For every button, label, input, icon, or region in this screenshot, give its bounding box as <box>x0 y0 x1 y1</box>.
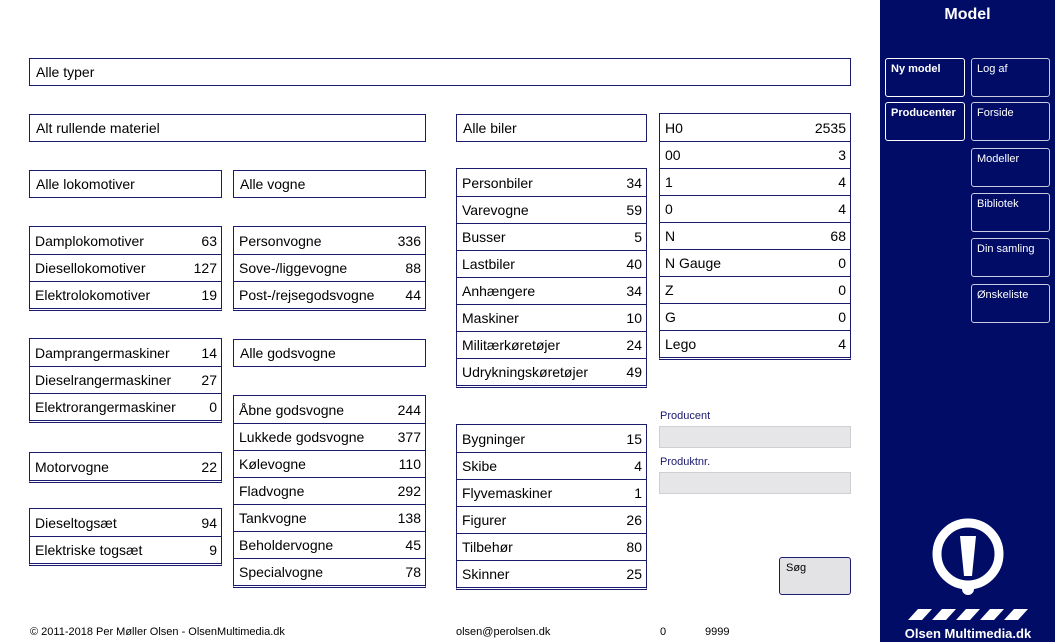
list-item-count: 63 <box>201 232 217 249</box>
product-no-label: Produktnr. <box>660 456 711 468</box>
list-item-label: 0 <box>665 201 673 217</box>
list-item[interactable] <box>234 450 425 477</box>
list-item[interactable] <box>457 277 646 304</box>
all-rolling-stock-label: Alt rullende materiel <box>36 120 160 136</box>
sidebar <box>880 0 1055 642</box>
list-item-count: 19 <box>201 287 217 303</box>
all-locomotives-button[interactable] <box>29 170 222 198</box>
list-item-label: Post-/rejsegodsvogne <box>239 287 375 303</box>
list-item-count: 110 <box>398 456 421 472</box>
all-goods-wagons-label: Alle godsvogne <box>240 345 336 361</box>
list-item[interactable] <box>457 533 646 560</box>
list-item-count: 44 <box>405 287 421 303</box>
list-item-label: Beholdervogne <box>239 537 334 553</box>
list-item-count: 0 <box>209 399 217 415</box>
footer-num-1: 0 <box>660 626 667 638</box>
list-item-label: Militærkøretøjer <box>462 337 560 353</box>
list-item-label: N <box>665 228 676 244</box>
list-item-count: 68 <box>830 228 846 244</box>
list-item-label: 00 <box>665 147 681 163</box>
list-item-count: 244 <box>397 401 421 418</box>
list-item[interactable] <box>660 303 850 330</box>
list-item[interactable] <box>234 281 425 308</box>
list-item-label: Figurer <box>462 512 507 528</box>
list-item-label: Tilbehør <box>462 539 513 555</box>
list-item[interactable] <box>457 331 646 358</box>
list-item[interactable] <box>457 479 646 506</box>
list-item-count: 4 <box>838 336 846 352</box>
list-item[interactable] <box>234 423 425 450</box>
list-item-count: 3 <box>838 147 846 163</box>
logout-button[interactable]: Log af <box>971 58 1050 97</box>
list-item-count: 49 <box>626 364 642 380</box>
list-item[interactable] <box>30 366 221 393</box>
scales-list <box>659 113 851 360</box>
list-item[interactable] <box>457 304 646 331</box>
list-item-label: Varevogne <box>462 202 529 218</box>
list-item[interactable] <box>457 452 646 479</box>
olsen-multimedia-logo-icon <box>902 514 1042 642</box>
list-item[interactable] <box>660 276 850 303</box>
list-item-count: 0 <box>838 282 846 298</box>
locomotives-list <box>29 226 222 311</box>
list-item-label: Motorvogne <box>35 458 109 475</box>
list-item-label: Personvogne <box>239 232 322 249</box>
list-item-label: Lukkede godsvogne <box>239 429 365 445</box>
list-item[interactable] <box>457 196 646 223</box>
list-item-count: 14 <box>201 344 217 361</box>
list-item-count: 138 <box>397 510 421 526</box>
list-item[interactable] <box>234 558 425 585</box>
list-item[interactable] <box>234 227 425 254</box>
list-item-label: Damprangermaskiner <box>35 344 170 361</box>
list-item-label: Fladvogne <box>239 483 305 499</box>
list-item-count: 0 <box>838 309 846 325</box>
list-item-count: 4 <box>838 174 846 190</box>
list-item-count: 336 <box>397 232 421 249</box>
list-item-label: Flyvemaskiner <box>462 485 553 501</box>
list-item[interactable] <box>660 195 850 222</box>
list-item-count: 4 <box>838 201 846 217</box>
list-item[interactable] <box>457 560 646 587</box>
list-item[interactable] <box>457 223 646 250</box>
models-button[interactable]: Modeller <box>971 148 1050 187</box>
list-item-count: 34 <box>626 174 642 191</box>
all-types-button[interactable] <box>29 58 851 86</box>
list-item-count: 5 <box>634 229 642 245</box>
list-item-count: 292 <box>397 483 421 499</box>
list-item-count: 22 <box>201 458 217 475</box>
list-item-count: 2535 <box>814 119 846 136</box>
list-item-label: Busser <box>462 229 506 245</box>
all-wagons-label: Alle vogne <box>240 176 306 192</box>
list-item-count: 127 <box>193 260 217 276</box>
trainsets-list <box>29 508 222 566</box>
list-item-label: Z <box>665 282 674 298</box>
list-item-count: 0 <box>838 255 846 271</box>
vehicles-list <box>456 168 647 388</box>
list-item-label: Lastbiler <box>462 256 515 272</box>
list-item-count: 25 <box>626 566 642 582</box>
list-item[interactable] <box>457 358 646 385</box>
list-item-count: 88 <box>405 260 421 276</box>
list-item-count: 10 <box>626 310 642 326</box>
list-item-label: Lego <box>665 336 697 352</box>
producer-input[interactable] <box>659 426 851 448</box>
producer-label: Producent <box>660 410 711 422</box>
list-item-label: Dieseltogsæt <box>35 514 117 531</box>
search-button[interactable]: Søg <box>779 557 851 595</box>
list-item[interactable] <box>30 536 221 563</box>
list-item[interactable] <box>660 168 850 195</box>
all-cars-label: Alle biler <box>463 120 517 136</box>
railcars-list <box>29 452 222 483</box>
wishlist-button[interactable]: Ønskeliste <box>971 284 1050 323</box>
list-item-count: 15 <box>626 430 642 447</box>
new-model-button[interactable]: Ny model <box>885 58 965 97</box>
list-item-label: Åbne godsvogne <box>239 401 345 418</box>
list-item[interactable] <box>660 114 850 141</box>
list-item-count: 40 <box>626 256 642 272</box>
list-item-label: Skinner <box>462 566 510 582</box>
producers-button[interactable]: Producenter <box>885 102 965 141</box>
email-link[interactable]: olsen@perolsen.dk <box>456 626 551 638</box>
list-item-label: Personbiler <box>462 174 533 191</box>
list-item[interactable] <box>457 425 646 452</box>
list-item-label: N Gauge <box>665 255 722 271</box>
list-item[interactable] <box>30 254 221 281</box>
list-item[interactable] <box>457 169 646 196</box>
list-item[interactable] <box>234 477 425 504</box>
goods-wagons-list <box>233 395 426 588</box>
list-item[interactable] <box>234 254 425 281</box>
list-item-label: Diesellokomotiver <box>35 260 146 276</box>
list-item-label: Bygninger <box>462 430 526 447</box>
all-goods-wagons-button[interactable] <box>233 339 426 367</box>
my-collection-button[interactable]: Din samling <box>971 238 1050 277</box>
footer-num-2: 9999 <box>705 626 730 638</box>
list-item-count: 27 <box>201 372 217 388</box>
list-item-count: 24 <box>626 337 642 353</box>
list-item-count: 26 <box>626 512 642 528</box>
list-item-count: 377 <box>397 429 421 445</box>
list-item-count: 9 <box>209 542 217 558</box>
list-item[interactable] <box>30 509 221 536</box>
list-item[interactable] <box>234 531 425 558</box>
list-item[interactable] <box>234 504 425 531</box>
list-item[interactable] <box>30 339 221 366</box>
list-item-label: Elektriske togsæt <box>35 542 143 558</box>
list-item[interactable] <box>660 330 850 357</box>
list-item-count: 4 <box>634 458 642 474</box>
list-item[interactable] <box>30 227 221 254</box>
list-item-label: Dieselrangermaskiner <box>35 372 172 388</box>
list-item[interactable] <box>30 453 221 480</box>
list-item[interactable] <box>30 281 221 308</box>
list-item-label: Elektrorangermaskiner <box>35 399 176 415</box>
list-item-count: 78 <box>405 564 421 580</box>
list-item-label: Elektrolokomotiver <box>35 287 151 303</box>
logo-text: Olsen Multimedia.dk <box>904 626 1032 641</box>
list-item-label: Damplokomotiver <box>35 232 144 249</box>
shunters-list <box>29 338 222 423</box>
list-item-count: 45 <box>405 537 421 553</box>
list-item-label: Tankvogne <box>239 510 307 526</box>
list-item[interactable] <box>30 393 221 420</box>
sidebar-title: Model <box>944 6 991 23</box>
product-no-input[interactable] <box>659 472 851 494</box>
list-item-label: Sove-/liggevogne <box>239 260 348 276</box>
list-item-count: 1 <box>634 485 642 501</box>
all-wagons-button[interactable] <box>233 170 426 198</box>
all-rolling-stock-button[interactable] <box>29 114 426 142</box>
list-item-label: Udrykningskøretøjer <box>462 364 589 380</box>
list-item-count: 94 <box>201 514 217 531</box>
list-item[interactable] <box>660 249 850 276</box>
all-cars-button[interactable] <box>456 114 647 142</box>
list-item-count: 59 <box>626 202 642 218</box>
all-types-label: Alle typer <box>36 64 95 80</box>
list-item-label: Kølevogne <box>239 456 306 472</box>
home-button[interactable]: Forside <box>971 102 1050 141</box>
list-item-count: 80 <box>626 539 642 555</box>
list-item[interactable] <box>457 506 646 533</box>
list-item-label: H0 <box>665 119 683 136</box>
list-item[interactable] <box>660 141 850 168</box>
all-locomotives-label: Alle lokomotiver <box>36 176 135 192</box>
other-list <box>456 424 647 590</box>
library-button[interactable]: Bibliotek <box>971 193 1050 232</box>
list-item-label: Maskiner <box>462 310 519 326</box>
list-item[interactable] <box>457 250 646 277</box>
list-item-label: Specialvogne <box>239 564 324 580</box>
list-item[interactable] <box>660 222 850 249</box>
passenger-wagons-list <box>233 226 426 311</box>
list-item-count: 34 <box>626 283 642 299</box>
list-item-label: 1 <box>665 174 673 190</box>
list-item-label: Skibe <box>462 458 498 474</box>
list-item-label: G <box>665 309 676 325</box>
copyright-text: © 2011-2018 Per Møller Olsen - OlsenMultimedia.dk <box>30 626 285 638</box>
list-item[interactable] <box>234 396 425 423</box>
list-item-label: Anhængere <box>462 283 536 299</box>
